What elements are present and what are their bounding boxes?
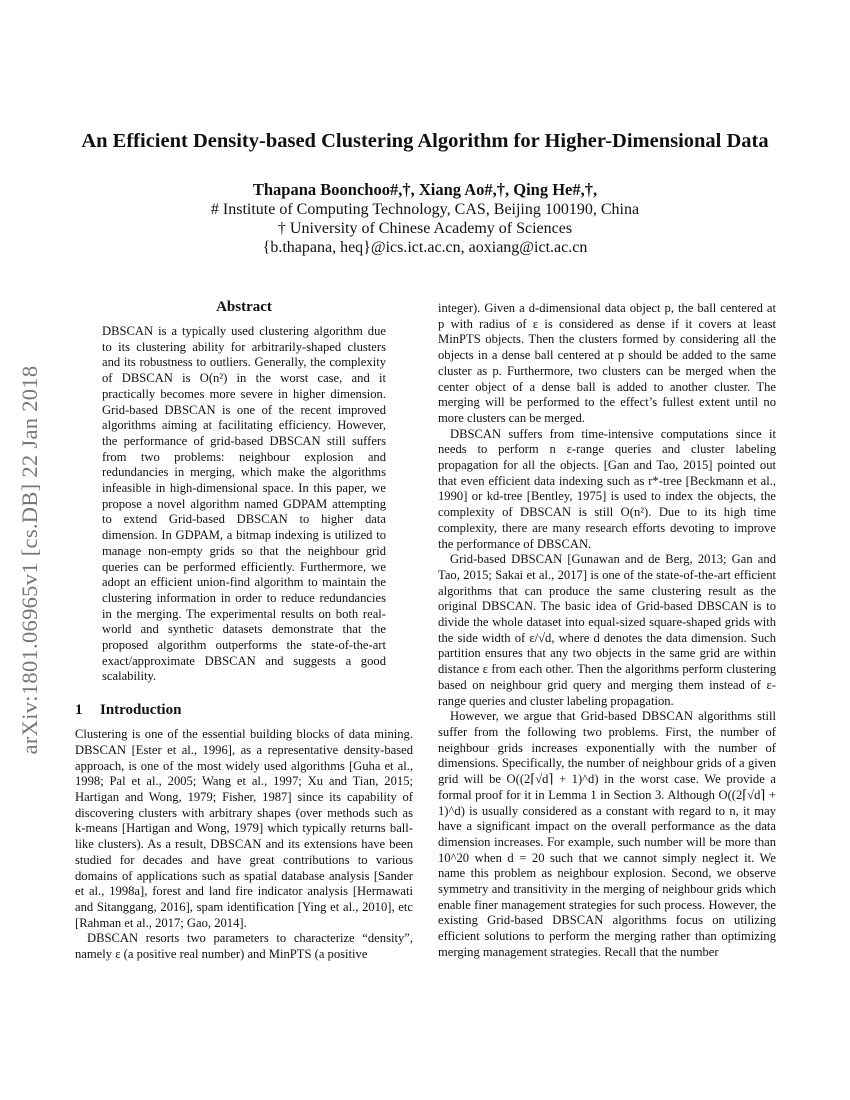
right-column (438, 301, 776, 961)
abstract-heading: Abstract (216, 299, 272, 315)
body-paragraph-2: DBSCAN suffers from time-intensive computations since it needs to perform n ε-range queries and cluster labeling propagation for all the objects. [Gan and Tao, 2015] pointed out that even efficient data indexing such as r*-tree [Beckmann et al., 1990] or kd-tree [Bentley, 1975] is used to index the objects, the complexity of DBSCAN is still O(n²). Due to its high time complexity, there are many research efforts devoting to improve the performance of DBSCAN. (438, 426, 776, 551)
affiliation-ict: # Institute of Computing Technology, CAS, Beijing 100190, China (210, 201, 640, 218)
paper-title: An Efficient Density-based Clustering Algorithm for Higher-Dimensional Data (81, 130, 769, 152)
section-number: 1 (75, 702, 83, 719)
affiliation-ucas: † University of Chinese Academy of Sciences (277, 220, 573, 237)
body-paragraph-1: integer). Given a d-dimensional data object p, the ball centered at p with radius of ε is considered as dense if it covers at least MinPTS objects. Then the clusters formed by considering all the objects in a dense ball centered at p should be added to the same cluster as p. Furthermore, two clusters can be merged when the center object of a dense ball is added to another cluster. The merging will be performed to the effect’s fullest extent until no more clusters can be merged. (438, 301, 776, 425)
left-column (75, 298, 413, 963)
intro-paragraph-2: DBSCAN resorts two parameters to characterize “density”, namely ε (a positive real number) and MinPTS (a positive (75, 931, 413, 962)
intro-paragraph-1: Clustering is one of the essential building blocks of data mining. DBSCAN [Ester et al., 1996], as a representative density-based approach, is one of the most widely used algorithms [Guha et al., 1998; Pal et al., 2005; Wang et al., 1997; Xu and Tian, 2015; Hartigan and Wong, 1979; Fisher, 1987] since its capability of discovering clusters with arbitrary shapes (over methods such as k-means [Hartigan and Wong, 1979] which typically returns ball-like clusters). As a result, DBSCAN and its extensions have been studied for decades and have great contributions to various domains of applications such as spatial database analysis [Sander et al., 1998a], forest and land fire indicator analysis [Hermawati and Sitanggang, 2016], spam identification [Ying et al., 2010], etc [Rahman et al., 2017; Gao, 2014]. (75, 727, 413, 930)
abstract-body: DBSCAN is a typically used clustering algorithm due to its clustering ability for arbitrarily-shaped clusters and its robustness to outliers. Generally, the complexity of DBSCAN is O(n²) in the worst case, and it practically becomes more severe in higher dimension. Grid-based DBSCAN is one of the recent improved algorithms aiming at facilitating efficiency. However, the performance of grid-based DBSCAN still suffers from two problems: neighbour explosion and redundancies in merging, which make the algorithms infeasible in high-dimensional space. In this paper, we propose a novel algorithm named GDPAM attempting to extend Grid-based DBSCAN to higher data dimension. In GDPAM, a bitmap indexing is utilized to manage non-empty grids so that the neighbour grid queries can be performed efficiently. Furthermore, we adopt an efficient union-find algorithm to maintain the clustering information in order to reduce redundancies in the merging. The experimental results on both real-world and synthetic datasets demonstrate that the proposed algorithm outperforms the state-of-the-art exact/approximate DBSCAN and suggests a good scalability. (102, 324, 386, 684)
body-paragraph-4: However, we argue that Grid-based DBSCAN algorithms still suffer from the following two problems. First, the number of neighbour grids increases exponentially with the number of dimensions. Specifically, the number of neighbour grids of a given grid will be O((2⌈√d⌉ + 1)^d) in the worst case. We provide a formal proof for it in Lemma 1 in Section 3. Although O((2⌈√d⌉ + 1)^d) is usually considered as a constant with regard to n, it may have a significant impact on the overall performance as the data dimension increases. For example, such number will be more than 10^20 when d = 20 such that we cannot simply neglect it. We name this problem as neighbour explosion. Second, we observe symmetry and transitivity in the merging of neighbour grids which enable finer management strategies for such process. However, the existing Grid-based DBSCAN algorithms focus on utilizing efficient solutions to perform the merging rather than optimizing merging management strategies. Recall that the number (438, 709, 776, 959)
author-list: Thapana Boonchoo#,†, Xiang Ao#,†, Qing He#,†, (252, 180, 598, 199)
arxiv-id-text: arXiv:1801.06965v1 [cs.DB] 22 Jan 2018 (17, 365, 42, 755)
section-heading-introduction (75, 701, 413, 719)
arxiv-identifier (12, 300, 48, 820)
section-title: Introduction (100, 702, 182, 719)
author-emails: {b.thapana, heq}@ics.ict.ac.cn, aoxiang@ict.ac.cn (262, 239, 588, 256)
body-paragraph-3: Grid-based DBSCAN [Gunawan and de Berg, 2013; Gan and Tao, 2015; Sakai et al., 2017] is one of the state-of-the-art efficient algorithms that can produce the same clustering result as the original DBSCAN. The basic idea of Grid-based DBSCAN is to divide the whole dataset into equal-sized square-shaped grids with the side width of ε/√d, where d denotes the data dimension. Such partition ensures that any two objects in the same grid are within distance ε from each other. Then the algorithms perform clustering based on neighbour grid query and merging them instead of ε-range queries and cluster labeling propagation. (438, 552, 776, 708)
